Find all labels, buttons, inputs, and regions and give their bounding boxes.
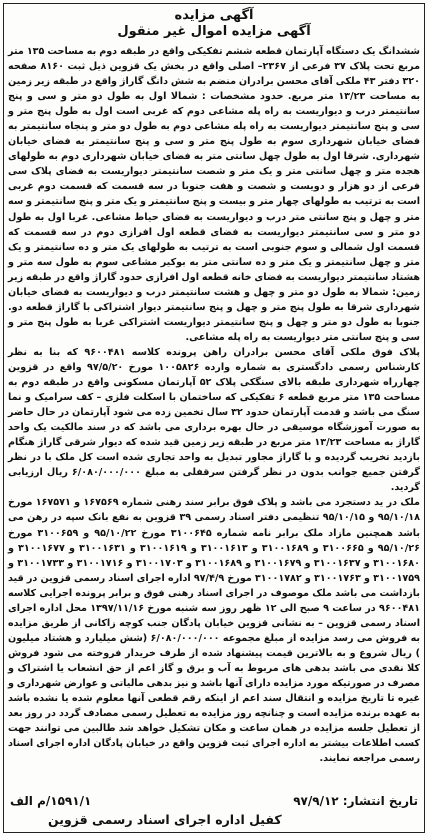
- publish-date: ۹۷/۹/۱۲: [293, 794, 339, 808]
- publish-date-label: تاریخ انتشار:: [342, 794, 418, 808]
- notice-border: [3, 3, 425, 833]
- notice-paragraph-appraisal: پلاک فوق ملکی آقای محسن برادران راهن پرونده کلاسه ۹۶۰۰۴۸۱ که بنا به نظر کارشناس رسمی دادگستری به شماره وارده ۱۰۰۵۸۲۶ مورخ ۹۷/۵/۲۰ واقع در قزوین چهارراه شهرداری طبقه بالای سنگکی پلاک ۵۲ آپارتمان مسکونی واقع در طبقه دوم به مساحت ۱۳۵ متر مربع قطعه ۶ تفکیکی که ساختمان با اسکلت فلزی – کف سرامیک و نما سنگ می باشد و قدمت آپارتمان حدود ۳۲ سال تخمین زده می شود آپارتمان در حال حاضر به صورت آموزشگاه موسیقی در حال بهره برداری می باشد که در سند مالکیت یک واحد گاراژ به مساحت ۱۳/۲۳ متر مربع در طبقه زیر زمین قید شده که دیوار شرقی گاراژ هنگام بازدید تخریب گردیده و با گاراژ مجاور تبدیل به واحد تجاری شده است کل ملک با در نظر گرفتن جمیع جوانب بدون در نظر گرفتن سرقفلی به مبلغ ۶/۰۸۰/۰۰۰/۰۰۰ ریال ارزیابی گردید.: [8, 346, 421, 494]
- signature-line: کفیل اداره اجرای اسناد رسمی قزوین: [48, 812, 282, 827]
- publish-date-block: [293, 792, 418, 810]
- notice-paragraph-property: ششدانگ یک دستگاه آپارتمان قطعه ششم تفکیکی واقع در طبقه دوم به مساحت ۱۳۵ متر مربع تحت پلاک ۳۷ فرعی از ۲۳۶۷– اصلی واقع در بخش یک قزوین ذیل ثبت ۸۱۶۰ صفحه ۳۲۰ دفتر ۴۳ ملکی آقای محسن برادران منضم به شش دانگ گاراژ واقع در طبقه زیر زمین به مساحت ۱۳/۲۳ متر مربع. حدود مشخصات : شمالا اول به طول دو متر و سی و پنج سانتیمتر درب و دیواریست به راه پله مشاعی دوم که غربی است اول به طول پنج متر و سی و پنج سانتیمتر دیواریست به راه پله مشاعی دوم به طول دو متر و پنجاه سانتیمتر به فضای خیابان شهرداری سوم به طول پنج متر و سی و پنج سانتیمتر به فضای خیابان شهرداری. شرقا اول به طول چهل سانتی متر به فضای خیابان شهرداری دوم به طولهای هجده متر و چهل سانتی متر و یک متر و شصت سانتیمتر دیواریست به فضای پلاک سی فرعی از دو هزار و دویست و شصت و هفت جنوبا در سه قسمت که قسمت دوم غربی است به ترتیب به طولهای چهار متر و بیست و پنج سانتیمتر و یک متر و پنج سانتیمتر و سه متر و چهل و پنج سانتی متر درب و دیواریست به فضای حیاط مشاعی. غربا اول به طول دو متر و سی سانتیمتر دیواریست به فضای قطعه اول افرازی دوم در سه قسمت که قسمت اول شمالی و سوم جنوبی است به ترتیب به طولهای یک متر و ده سانتیمتر و یک متر و چهل سانتیمتر و یک متر و ده سانتی متر به بوکیر مشاعی سوم به طول سه متر و هشتاد سانتیمتر دیواریست به فضای خانه قطعه اول افرازی حدود گاراژ واقع در طبقه زیر زمین: شمالا به طول دو متر و چهل و هشت سانتیمتر درب و دیواریست به فضای خیابان شهرداری شرقا به طول پنج متر و چهل و پنج سانتیمتر دیوار اشتراکی با گاراژ قطعه دو. جنوبا به طول دو متر و چهل و پنج سانتیمتر دیواریست اشتراکی غربا به طول پنج متر و سی و پنج سانتی متر دیواریست به راه پله مشاعی.: [8, 46, 421, 343]
- notice-subtitle: آگهی مزایده اموال غیر منقول: [117, 24, 311, 39]
- footer-meta-row: [10, 792, 418, 810]
- notice-paragraph-auction-terms: ملک در ید دستجرد می باشد و پلاک فوق برابر سند رهنی شماره ۱۶۷۵۶۹ و ۱۶۷۵۷۱ مورخ ۹۵/۱۰/۱۸ و ۹۵/۱۰/۱۵ تنظیمی دفتر اسناد رسمی ۳۹ قزوین به نفع بانک سپه در رهن می باشد همچنین مازاد ملک برابر نامه شماره ۳۱۰۰۶۴۵ مورخ ۹۵/۱۰/۲۲ و ۳۱۰۰۶۵۹ مورخ ۹۵/۱۰/۲۶ و ۳۱۰۰۶۶۵ و ۳۱۰۰۱۶۸۹ و ۳۱۰۰۱۶۱۳ و ۳۱۰۰۱۶۱۹ و ۳۱۰۰۱۶۳۱ و ۳۱۰۰۱۶۷۷ و ۳۱۰۰۱۶۸۰ و ۳۱۰۰۱۶۳۷ و ۳۱۰۰۱۶۷۹ و ۳۱۰۰۱۶۸۹ و ۳۱۰۰۱۷۰۳ و ۳۱۰۰۱۷۱۶ و ۳۱۰۰۱۷۳۳ و ۳۱۰۰۱۷۵۹ و ۳۱۰۰۱۷۶۳ و ۳۱۰۰۱۷۸۲ مورخ ۹۷/۴/۹ اداره اجرای اسناد رسمی قزوین در قید بازداشت می باشد ملک موصوف در اجرای اسناد رهنی فوق و برابر پرونده اجرایی کلاسه ۹۶۰۰۴۸۱ در ساعت ۹ صبح الی ۱۲ ظهر روز سه شنبه مورخ ۱۳۹۷/۱۱/۱۶ محل اداره اجرای اسناد رسمی قزوین – به نشانی قزوین خیابان پادگان جنب کوچه زاکانی از طریق مزایده به فروش می رسد مزایده از مبلغ مجموعه ۶/۰۸۰/۰۰۰/۰۰۰ (شش میلیارد و هشتاد میلیون ) ریال شروع و به بالاترین قیمت پیشنهاد شده از طرف خریدار فروخته می شود فروش کلا نقدی می باشد بدهی های مربوط به آب و برق و گاز اعم از حق انشعاب یا اشتراک و مصرف در صورتیکه مورد مزایده دارای آنها باشد و نیز بدهی مالیاتی و عوارض شهرداری و غیره تا تاریخ مزایده و انتقال سند اعم از اینکه رقم قطعی آنها معلوم شده یا نشده باشد به عهده برنده مزایده است و چنانچه روز مزایده به تعطیل رسمی مصادف گردد در روز بعد از تعطیل جلسه مزایده در همان ساعت و مکان تشکیل خواهد شد طالبین می توانند جهت کسب اطلاعات بیشتر به اداره اجرای ثبت قزوین واقع در خیابان پادگان اداره اجرای اسناد رسمی مراجعه نمایند.: [8, 497, 421, 765]
- notice-title: آگهی مزایده: [174, 8, 254, 23]
- notice-footer: [10, 792, 418, 830]
- reference-number: ۱۵۹۱/۱/م الف: [10, 794, 92, 808]
